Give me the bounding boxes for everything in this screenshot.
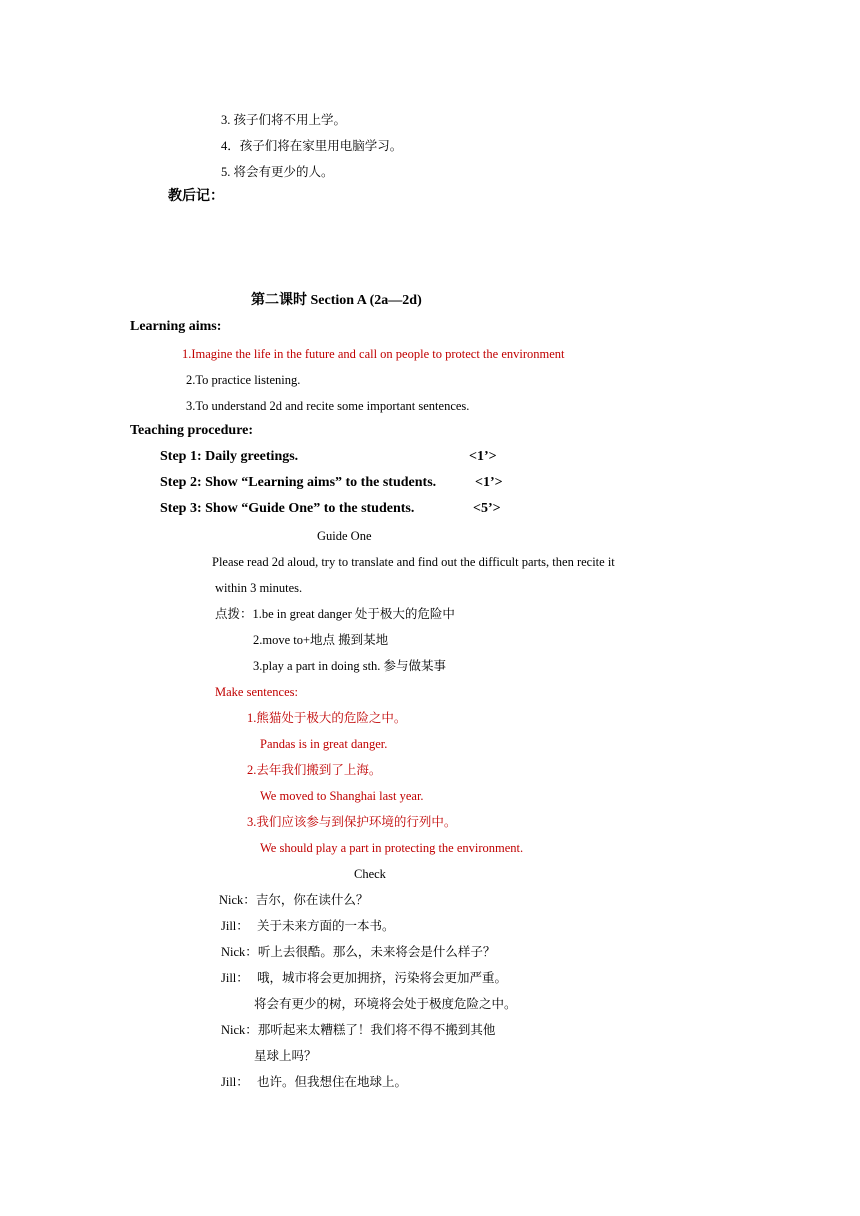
step-text: Step 3: Show “Guide One” to the students. xyxy=(160,501,415,516)
step-time: <1’> xyxy=(469,449,497,464)
step-text: Step 1: Daily greetings. xyxy=(160,449,299,464)
aim-item: 2.To practice listening. xyxy=(186,373,301,387)
dialogue-line xyxy=(221,917,395,935)
guide-title: Guide One xyxy=(317,529,372,543)
tip-item: 3.play a part in doing sth. 参与做某事 xyxy=(253,659,447,673)
speaker: Nick： xyxy=(219,893,256,907)
utterance: 关于未来方面的一本书。 xyxy=(257,919,395,933)
utterance: 吉尔，你在读什么？ xyxy=(255,893,369,907)
sentence-en: Pandas is in great danger. xyxy=(260,737,388,751)
dialogue-line xyxy=(221,969,507,987)
step-time: <1’> xyxy=(475,475,503,490)
speaker: Nick： xyxy=(221,945,258,959)
dialogue-line xyxy=(221,1021,495,1039)
top-item: 4．孩子们将在家里用电脑学习。 xyxy=(221,139,403,153)
dialogue-line xyxy=(221,943,495,961)
top-item: 5. 将会有更少的人。 xyxy=(221,165,334,179)
utterance: 也许。但我想住在地球上。 xyxy=(257,1075,408,1089)
utterance: 听上去很酷。那么，未来将会是什么样子？ xyxy=(257,945,496,959)
dialogue-line xyxy=(254,995,517,1013)
step-time: <5’> xyxy=(473,501,501,516)
speaker: Jill： xyxy=(221,971,249,985)
sentence-cn: 2.去年我们搬到了上海。 xyxy=(247,763,382,777)
afterword-label: 教后记： xyxy=(168,189,224,204)
speaker: Jill： xyxy=(221,1075,249,1089)
utterance: 将会有更少的树，环境将会处于极度危险之中。 xyxy=(254,997,517,1011)
utterance: 哦，城市将会更加拥挤，污染将会更加严重。 xyxy=(257,971,508,985)
make-sentences-label: Make sentences: xyxy=(215,685,298,699)
speaker: Jill： xyxy=(221,919,249,933)
lesson-title: 第二课时 Section A (2a—2d) xyxy=(251,293,422,308)
tip-item: 点拨：1.be in great danger 处于极大的危险中 xyxy=(215,607,455,621)
sentence-cn: 1.熊猫处于极大的危险之中。 xyxy=(247,711,407,725)
utterance: 星球上吗？ xyxy=(254,1049,317,1063)
aim-item: 1.Imagine the life in the future and call on people to protect the environment xyxy=(182,347,565,361)
tip-item: 2.move to+地点 搬到某地 xyxy=(253,633,389,647)
dialogue-line xyxy=(221,1073,407,1091)
guide-instruction: Please read 2d aloud, try to translate and find out the difficult parts, then recite it xyxy=(212,555,615,569)
check-title: Check xyxy=(354,867,386,881)
learning-aims-label: Learning aims: xyxy=(130,319,222,334)
speaker: Nick： xyxy=(221,1023,258,1037)
sentence-en: We should play a part in protecting the environment. xyxy=(260,841,524,855)
sentence-cn: 3.我们应该参与到保护环境的行列中。 xyxy=(247,815,457,829)
procedure-label: Teaching procedure: xyxy=(130,423,254,438)
top-item: 3. 孩子们将不用上学。 xyxy=(221,113,347,127)
utterance: 那听起来太糟糕了！我们将不得不搬到其他 xyxy=(257,1023,496,1037)
step-text: Step 2: Show “Learning aims” to the students. xyxy=(160,475,437,490)
guide-instruction: within 3 minutes. xyxy=(215,581,303,595)
sentence-en: We moved to Shanghai last year. xyxy=(260,789,424,803)
dialogue-line xyxy=(254,1047,317,1065)
dialogue-line xyxy=(219,891,368,909)
aim-item: 3.To understand 2d and recite some important sentences. xyxy=(186,399,470,413)
